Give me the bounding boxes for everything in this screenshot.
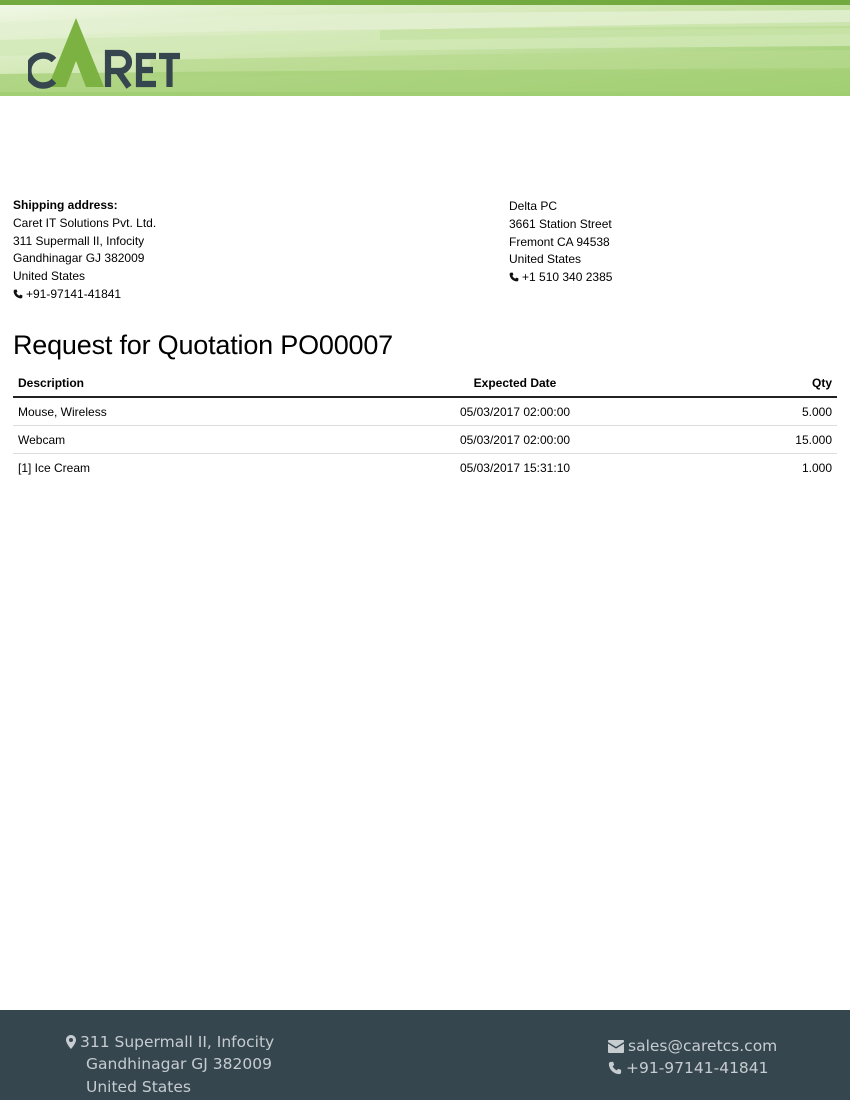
table-row bbox=[13, 454, 837, 482]
row-qty: 1.000 bbox=[801, 460, 832, 475]
order-lines-table bbox=[13, 369, 837, 481]
column-header-qty: Qty bbox=[677, 369, 837, 397]
document-title: Request for Quotation PO00007 bbox=[13, 330, 393, 360]
footer-phone: +91-97141-41841 bbox=[626, 1059, 769, 1078]
table-row bbox=[13, 426, 837, 454]
row-description: [1] Ice Cream bbox=[18, 460, 91, 475]
column-header-expected-date: Expected Date bbox=[353, 369, 677, 397]
footer-email-row bbox=[608, 1035, 777, 1057]
phone-icon bbox=[509, 272, 519, 282]
header-band bbox=[0, 0, 850, 96]
row-expected-date: 05/03/2017 15:31:10 bbox=[459, 460, 571, 475]
row-expected-date: 05/03/2017 02:00:00 bbox=[353, 426, 677, 454]
row-qty: 5.000 bbox=[677, 397, 837, 426]
row-expected-date: 05/03/2017 02:00:00 bbox=[353, 397, 677, 426]
phone-icon bbox=[608, 1061, 622, 1075]
footer-email[interactable]: sales@caretcs.com bbox=[628, 1037, 778, 1055]
table-header-row bbox=[13, 369, 837, 397]
shipping-street: 311 Supermall II, Infocity bbox=[13, 233, 145, 248]
caret-logo bbox=[28, 15, 188, 95]
shipping-address-block bbox=[13, 197, 156, 304]
footer bbox=[0, 1010, 850, 1100]
row-description: Webcam bbox=[13, 426, 353, 454]
vendor-city: Fremont CA 94538 bbox=[509, 234, 610, 249]
table-row bbox=[13, 397, 837, 426]
shipping-country: United States bbox=[13, 269, 86, 284]
vendor-country: United States bbox=[509, 252, 582, 267]
column-header-description: Description bbox=[13, 369, 353, 397]
phone-icon bbox=[13, 289, 23, 299]
shipping-phone-row bbox=[13, 286, 156, 304]
shipping-label: Shipping address: bbox=[13, 198, 118, 212]
footer-address-line1: 311 Supermall II, Infocity bbox=[80, 1033, 275, 1051]
vendor-phone: +1 510 340 2385 bbox=[522, 270, 613, 285]
footer-contact bbox=[608, 1035, 777, 1080]
footer-address-line3: United States bbox=[86, 1077, 191, 1096]
shipping-phone: +91-97141-41841 bbox=[26, 286, 122, 301]
vendor-name: Delta PC bbox=[509, 199, 558, 213]
footer-address-line1-row bbox=[66, 1031, 274, 1053]
vendor-street: 3661 Station Street bbox=[509, 216, 612, 231]
footer-address-line2: Gandhinagar GJ 382009 bbox=[86, 1055, 272, 1074]
shipping-city: Gandhinagar GJ 382009 bbox=[13, 251, 145, 266]
row-qty: 15.000 bbox=[677, 426, 837, 454]
row-description: Mouse, Wireless bbox=[13, 397, 353, 426]
footer-phone-row bbox=[608, 1057, 777, 1079]
shipping-company: Caret IT Solutions Pvt. Ltd. bbox=[13, 215, 157, 230]
vendor-address-block bbox=[509, 198, 612, 287]
map-marker-icon bbox=[66, 1035, 76, 1049]
footer-address bbox=[66, 1031, 274, 1098]
vendor-phone-row bbox=[509, 269, 612, 287]
envelope-icon bbox=[608, 1040, 624, 1053]
